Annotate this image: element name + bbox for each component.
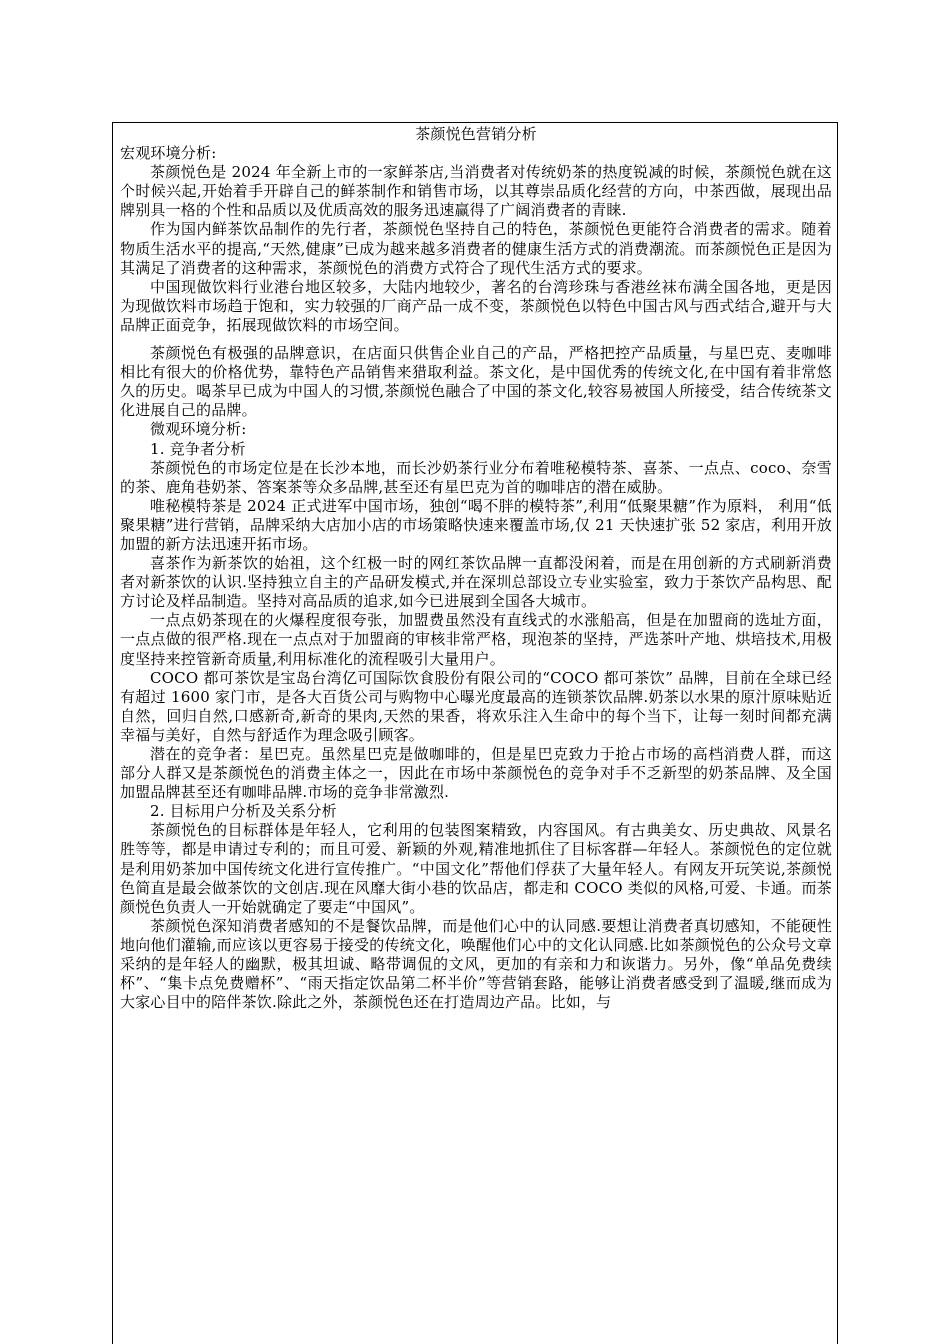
competitor-paragraph: 一点点奶茶现在的火爆程度很夸张，加盟费虽然没有直线式的水涨船高，但是在加盟商的选址方面，一点点做的很严格.现在一点点对于加盟商的审核非常严格，现泡茶的坚持，严选茶叶产地、烘培技术,用极度坚持来控管新奇质量,利用标准化的流程吸引大量用户。 [120,611,832,668]
macro-paragraph: 中国现做饮料行业港台地区较多，大陆内地较少，著名的台湾珍珠与香港丝袜布满全国各地，更是因为现做饮料市场趋于饱和，实力较强的厂商产品一成不变，茶颜悦色以特色中国古风与西式结合,避开与大品牌正面竞争，拓展现做饮料的市场空间。 [120,277,832,334]
micro-heading: 微观环境分析: [150,420,247,439]
competitor-paragraph: COCO 都可茶饮是宝岛台湾亿可国际饮食股份有限公司的“COCO 都可茶饮” 品牌，目前在全球已经有超过 1600 家门市，是各大百货公司与购物中心曝光度最高的连锁茶饮品牌.奶茶以水果的原汁原味贴近自然，回归自然,口感新奇,新奇的果肉,天然的果香，将欢乐注入生命中的每个当下，让每一刻时间都充满幸福与美好，自然与舒适作为理念吸引顾客。 [120,668,832,744]
competitor-paragraph: 茶颜悦色的市场定位是在长沙本地，而长沙奶茶行业分布着唯秘模特茶、喜茶、一点点、coco、奈雪的茶、鹿角巷奶茶、答案茶等众多品牌,甚至还有星巴克为首的咖啡店的潜在威胁。 [120,458,832,496]
macro-paragraph: 茶颜悦色是 2024 年全新上市的一家鲜茶店,当消费者对传统奶茶的热度锐减的时候，茶颜悦色就在这个时候兴起,开始着手开辟自己的鲜茶制作和销售市场，以其尊崇品质化经营的方向，中茶西做，展现出品牌别具一格的个性和品质以及优质高效的服务迅速赢得了广阔消费者的青睐. [120,163,832,220]
competitor-heading: 1. 竞争者分析 [150,439,246,458]
document-body [120,125,832,1012]
target-heading: 2. 目标用户分析及关系分析 [150,802,337,821]
page-title: 茶颜悦色营销分析 [415,125,537,143]
macro-heading: 宏观环境分析: [120,144,217,163]
macro-paragraph: 茶颜悦色有极强的品牌意识，在店面只供售企业自己的产品，严格把控产品质量，与星巴克、麦咖啡相比有很大的价格优势，靠特色产品销售来猎取利益。茶文化，是中国优秀的传统文化,在中国有着非常悠久的历史。喝茶早已成为中国人的习惯,茶颜悦色融合了中国的茶文化,较容易被国人所接受，结合传统茶文化进展自己的品牌。 [120,344,832,420]
target-paragraph: 茶颜悦色的目标群体是年轻人，它利用的包装图案精致，内容国风。有古典美女、历史典故、风景名胜等等，都是申请过专利的；而且可爱、新颖的外观,精准地抓住了目标客群—年轻人。茶颜悦色的定位就是利用奶茶加中国传统文化进行宣传推广。“中国文化”帮他们俘获了大量年轻人。有网友开玩笑说,茶颜悦色简直是最会做茶饮的文创店.现在风靡大街小巷的饮品店，都走和 COCO 类似的风格,可爱、卡通。而茶颜悦色负责人一开始就确定了要走“中国风”。 [120,821,832,916]
macro-paragraph: 作为国内鲜茶饮品制作的先行者，茶颜悦色坚持自己的特色，茶颜悦色更能符合消费者的需求。随着物质生活水平的提高,“天然,健康”已成为越来越多消费者的健康生活方式的消费潮流。而茶颜悦色正是因为其满足了消费者的这种需求，茶颜悦色的消费方式符合了现代生活方式的要求。 [120,220,832,277]
target-paragraph: 茶颜悦色深知消费者感知的不是餐饮品牌，而是他们心中的认同感.要想让消费者真切感知，不能硬性地向他们灌输,而应该以更容易于接受的传统文化，唤醒他们心中的文化认同感.比如茶颜悦色的公众号文章采纳的是年轻人的幽默，极其坦诚、略带调侃的文风，更加的有亲和力和诙谐力。另外，像“单品免费续杯”、“集卡点免费赠杯”、“雨天指定饮品第二杯半价”等营销套路，能够让消费者感受到了温暖,继而成为大家心目中的陪伴茶饮.除此之外，茶颜悦色还在打造周边产品。比如，与 [120,916,832,1012]
competitor-paragraph: 潜在的竞争者：星巴克。虽然星巴克是做咖啡的，但是星巴克致力于抢占市场的高档消费人群，而这部分人群又是茶颜悦色的消费主体之一，因此在市场中茶颜悦色的竞争对手不乏新型的奶茶品牌、及全国加盟品牌甚至还有咖啡品牌.市场的竞争非常激烈. [120,745,832,802]
competitor-paragraph: 唯秘模特茶是 2024 正式进军中国市场，独创“喝不胖的模特茶”,利用“低聚果糖”作为原料， 利用“低聚果糖”进行营销，品牌采纳大店加小店的市场策略快速来覆盖市场,仅 21 天快速扩张 52 家店，利用开放加盟的新方法迅速开拓市场。 [120,496,832,553]
competitor-paragraph: 喜茶作为新茶饮的始祖，这个红极一时的网红茶饮品牌一直都没闲着，而是在用创新的方式刷新消费者对新茶饮的认识.坚持独立自主的产品研发模式,并在深圳总部设立专业实验室，致力于茶饮产品构思、配方讨论及样品制造。坚持对高品质的追求,如今已进展到全国各大城市。 [120,554,832,611]
